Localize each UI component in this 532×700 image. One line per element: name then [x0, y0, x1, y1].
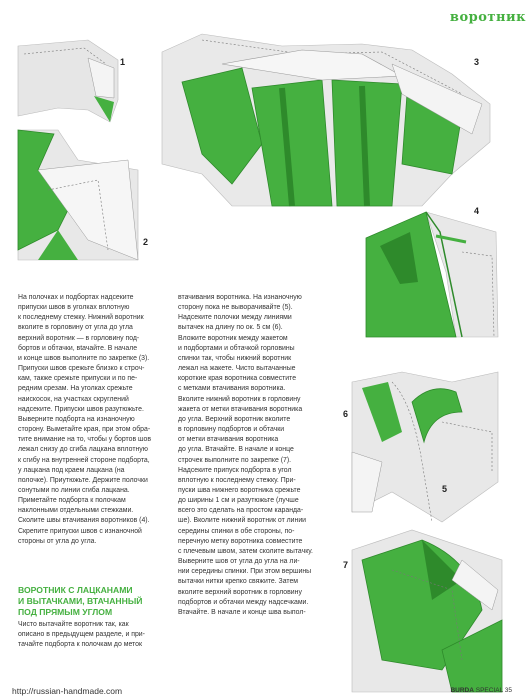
text-line: стороны от угла до угла. — [18, 537, 97, 545]
illustration-step-7 — [352, 530, 502, 692]
step-number-3: 3 — [474, 57, 480, 67]
text-line: сторону. Выметайте края, при этом обра- — [18, 426, 151, 434]
text-line: тачайте подборта к полочкам до меток — [18, 641, 142, 649]
instructions-column-1 — [18, 293, 170, 547]
illustration-step-2 — [18, 130, 138, 260]
text-line: Скрепите припуски швов с изнаночной — [18, 527, 142, 535]
text-line: ше). Вколите нижний воротник от линии — [178, 517, 307, 525]
instructions-column-1-tail — [18, 620, 170, 650]
heading-line: И ВЫТАЧКАМИ, ВТАЧАННЫЙ — [18, 596, 143, 606]
text-line: лежал снизу до сгиба лацкана вплотную — [18, 446, 148, 454]
text-line: На полочках и подбортах надсеките — [18, 294, 134, 301]
text-line: вплотную к последнему стежку. При- — [178, 476, 296, 484]
text-line: и подбортами и обтачкой горловины — [178, 344, 295, 352]
text-line: к сгибу на внутренней стороне подборта, — [18, 456, 150, 464]
page-footer — [450, 687, 512, 694]
text-line: описано в предыдущем разделе, и при- — [18, 631, 145, 639]
step-number-5: 5 — [442, 484, 448, 494]
step-number-4: 4 — [474, 206, 480, 216]
illustration-step-3 — [162, 24, 490, 206]
text-line: вколите в горловину от угла до угла — [18, 324, 133, 332]
text-line: припуски швов в уголках вплотную — [18, 304, 130, 312]
text-line: Чисто вытачайте воротник так, как — [18, 621, 129, 628]
text-line: спинки так, чтобы нижний воротник — [178, 354, 292, 362]
text-line: с плечевым швом, затем сколите вытачку. — [178, 547, 313, 555]
text-line: лежал на жакете. Чисто вытачанные — [178, 365, 296, 373]
text-line: надсеките. Припуски швов разутюжьте. — [18, 405, 144, 413]
text-line: кам, также срежьте припуски и по пе- — [18, 375, 138, 383]
text-line: Выверните шов от угла до угла на ли- — [178, 558, 300, 566]
text-line: Надсеките припуск подборта в угол — [178, 466, 292, 474]
section-title: воротник — [449, 10, 526, 25]
footer-brand: BURDA — [450, 687, 474, 694]
text-line: бортов и обтачки, вtачайте. В начале — [18, 344, 138, 352]
text-line: до угла. Верхний воротник вколите — [178, 415, 291, 423]
step-number-6: 6 — [343, 409, 349, 419]
text-line: Надсеките полочки между линиями — [178, 314, 292, 322]
text-line: строчек выполните по закрепке (7). — [178, 456, 292, 464]
text-line: подбортов и обтачки между надсечками. — [178, 598, 309, 606]
text-line: Приметайте подборта к полочкам — [18, 497, 126, 505]
text-line: от метки втачивания воротника — [178, 436, 279, 444]
text-line: Вложите воротник между жакетом — [178, 334, 288, 342]
text-line: вколите верхний воротник в горловину — [178, 588, 302, 596]
text-line: Вколите нижний воротник в горловину — [178, 395, 301, 403]
text-line: короткие края воротника совместите — [178, 375, 297, 383]
watermark-url: http://russian-handmade.com — [12, 686, 123, 696]
instructions-column-2 — [178, 293, 332, 618]
text-line: середины спинки в обе стороны, по- — [178, 527, 295, 535]
text-line: наклонными отдельными стежками. — [18, 507, 134, 515]
text-line: до ширины 1 см и разутюжьте (лучше — [178, 497, 299, 505]
step-number-7: 7 — [343, 560, 349, 570]
text-line: всего это сделать на простом каранда- — [178, 507, 304, 515]
text-line: нии середины спинки. При этом вершины — [178, 568, 312, 576]
illustration-step-5-6 — [352, 372, 498, 522]
text-line: вытачки нитки крепко свяжите. Затем — [178, 578, 299, 586]
text-line: редним срезам. На уголках срежьте — [18, 385, 133, 393]
text-line: сторону пока не выворачивайте (5). — [178, 304, 293, 312]
text-line: наискосок, на участках скруглений — [18, 395, 129, 403]
text-line: Припуски швов срежьте близко к строч- — [18, 365, 145, 373]
step-number-1: 1 — [120, 57, 126, 67]
text-line: перечную метку воротника совместите — [178, 537, 303, 545]
text-line: до угла. Втачайте. В начале и конце — [178, 446, 294, 454]
footer-special: SPECIAL — [475, 687, 503, 694]
text-line: Выверните подборта на изнаночную — [18, 415, 135, 423]
text-line: Втачайте. В начале и конце шва выпол- — [178, 608, 306, 616]
text-line: полочке). Приутюжьте. Держите полочки — [18, 476, 148, 484]
illustration-step-1 — [18, 40, 118, 122]
text-line: верхний воротник — в горловину под- — [18, 334, 140, 342]
text-line: с метками втачивания воротника. — [178, 385, 286, 393]
text-line: к последнему стежку. Нижний воротник — [18, 314, 144, 322]
heading-line: ПОД ПРЯМЫМ УГЛОМ — [18, 607, 113, 617]
section-heading — [18, 585, 168, 618]
text-line: втачивания воротника. На изнаночную — [178, 294, 302, 301]
text-line: вытачек на длину по ок. 5 см (6). — [178, 324, 283, 332]
text-line: в горловину подбортов и обтачки — [178, 426, 285, 434]
text-line: пуски шва нижнего воротника срежьте — [178, 486, 301, 494]
text-line: Сколите швы втачивания воротников (4). — [18, 517, 150, 525]
text-line: и конце швов выполните по закрепке (3). — [18, 354, 150, 362]
footer-page-number: 35 — [504, 687, 512, 694]
text-line: жакета от метки втачивания воротника — [178, 405, 303, 413]
text-line: сонутыми по линии сгиба лацкана. — [18, 486, 130, 494]
text-line: у лацкана под краем лацкана (на — [18, 466, 125, 474]
text-line: тите внимание на то, чтобы у бортов шов — [18, 436, 152, 444]
illustration-step-4 — [366, 212, 498, 337]
step-number-2: 2 — [143, 237, 149, 247]
heading-line: ВОРОТНИК С ЛАЦКАНАМИ — [18, 585, 133, 595]
